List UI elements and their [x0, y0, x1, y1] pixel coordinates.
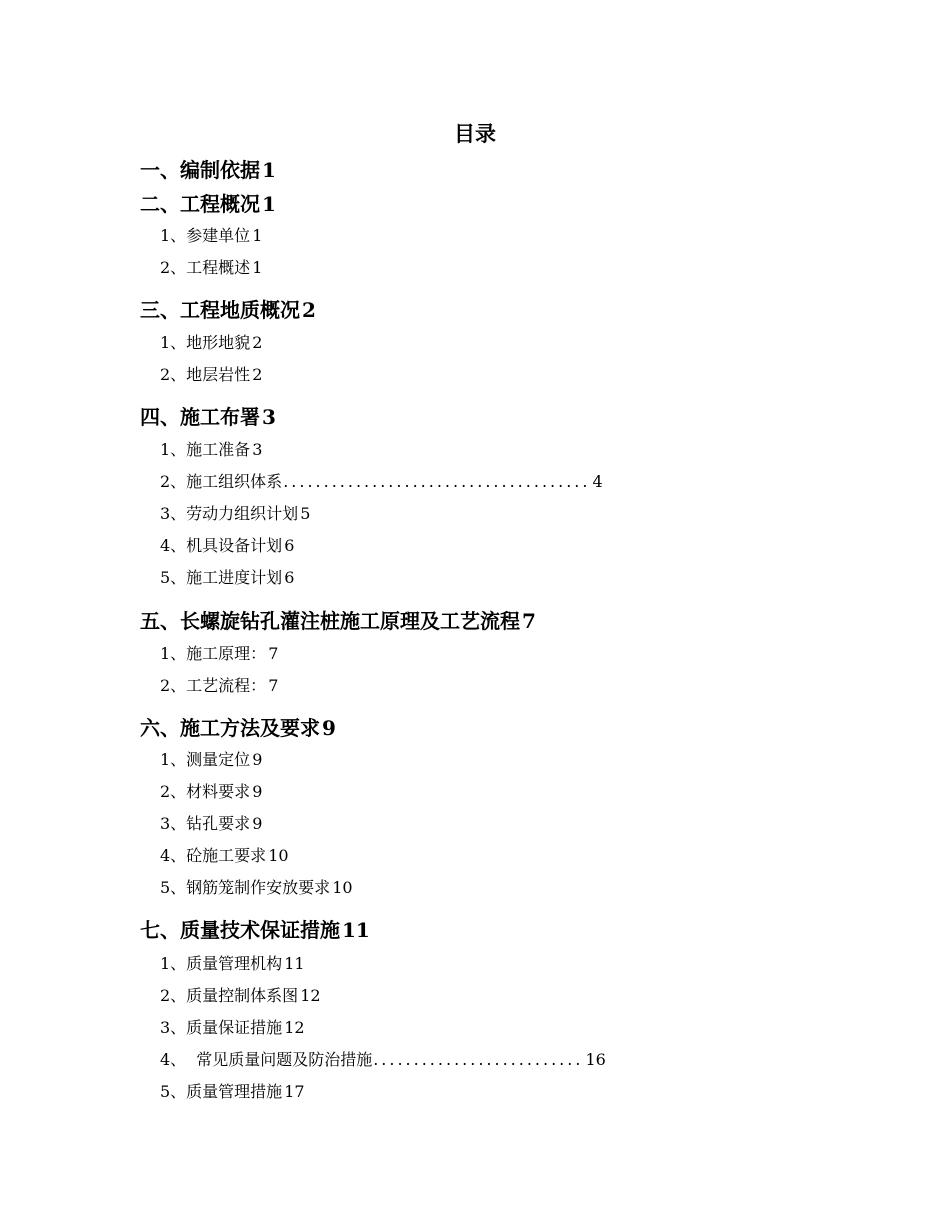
toc-entry-page: 7	[268, 676, 279, 695]
toc-entry-page: 17	[284, 1082, 305, 1101]
toc-entry-text: 5、施工进度计划	[160, 568, 283, 587]
toc-entry[interactable]	[160, 780, 262, 804]
toc-entry-page: 6	[284, 568, 295, 587]
toc-entry-page: 3	[252, 440, 263, 459]
toc-entry-text: 七、质量技术保证措施	[140, 918, 340, 942]
toc-entry-text: 2、地层岩性	[160, 365, 251, 384]
toc-entry[interactable]	[160, 363, 262, 387]
toc-entry-page: 7	[522, 609, 536, 633]
toc-entry-page: 1	[262, 192, 276, 216]
toc-entry-text: 5、质量管理措施	[160, 1082, 283, 1101]
toc-entry-page: 7	[268, 644, 279, 663]
toc-entry-text: 5、钢筋笼制作安放要求	[160, 878, 331, 897]
toc-entry-page: 4	[592, 472, 603, 491]
toc-entry-text: 2、工艺流程：	[160, 676, 267, 695]
toc-entry-text: 四、施工布署	[140, 405, 260, 429]
toc-entry[interactable]	[160, 1080, 305, 1104]
toc-entry[interactable]	[160, 1016, 305, 1040]
toc-entry-text: 2、材料要求	[160, 782, 251, 801]
toc-entry-page: 9	[252, 814, 263, 833]
toc-entry-page: 5	[300, 504, 311, 523]
toc-entry[interactable]	[140, 609, 536, 633]
toc-entry[interactable]	[160, 844, 289, 868]
toc-entry[interactable]	[160, 984, 321, 1008]
toc-entry-text: 2、施工组织体系	[160, 472, 283, 491]
toc-entry[interactable]	[160, 224, 262, 248]
toc-entry-text: 4、机具设备计划	[160, 536, 283, 555]
toc-entry-text-2: 常见质量问题及防治措施	[196, 1050, 373, 1069]
toc-entry[interactable]	[160, 502, 310, 526]
toc-entry-page: 11	[342, 918, 370, 942]
toc-entry[interactable]	[160, 812, 262, 836]
toc-entry-text: 六、施工方法及要求	[140, 716, 320, 740]
toc-entry-page: 10	[332, 878, 353, 897]
toc-entry-text: 3、质量保证措施	[160, 1018, 283, 1037]
toc-entry[interactable]	[140, 192, 276, 216]
toc-entry-page: 1	[252, 226, 263, 245]
toc-entry-text: 3、钻孔要求	[160, 814, 251, 833]
toc-entry-page: 12	[300, 986, 321, 1005]
toc-entry-text: 1、质量管理机构	[160, 954, 283, 973]
toc-entry[interactable]	[160, 642, 278, 666]
toc-entry[interactable]	[160, 952, 305, 976]
toc-entry-text: 1、地形地貌	[160, 333, 251, 352]
toc-entry[interactable]	[140, 158, 276, 182]
toc-entry-page: 9	[252, 750, 263, 769]
toc-entry[interactable]	[160, 876, 353, 900]
toc-entry[interactable]	[140, 918, 370, 942]
toc-entry-page: 9	[252, 782, 263, 801]
toc-entry-text: 4、	[160, 1050, 187, 1069]
toc-entry-text: 2、质量控制体系图	[160, 986, 299, 1005]
toc-entry-page: 1	[252, 258, 263, 277]
toc-entry-text: 1、施工原理：	[160, 644, 267, 663]
toc-entry-page: 6	[284, 536, 295, 555]
toc-entry-text: 1、参建单位	[160, 226, 251, 245]
toc-entry-text: 一、编制依据	[140, 158, 260, 182]
toc-entry-text: 2、工程概述	[160, 258, 251, 277]
toc-entry-page: 16	[585, 1050, 606, 1069]
toc-entry-page: 2	[302, 298, 316, 322]
toc-entry-text: 三、工程地质概况	[140, 298, 300, 322]
toc-entry-page: 3	[262, 405, 276, 429]
toc-entry-leader: ..........................	[373, 1050, 584, 1069]
toc-entry[interactable]	[160, 331, 262, 355]
toc-entry[interactable]	[160, 256, 262, 280]
toc-entry[interactable]	[140, 298, 316, 322]
toc-entry[interactable]	[160, 1048, 606, 1072]
toc-entry-text: 3、劳动力组织计划	[160, 504, 299, 523]
toc-entry-page: 9	[322, 716, 336, 740]
toc-entry-page: 12	[284, 1018, 305, 1037]
toc-entry[interactable]	[160, 566, 294, 590]
toc-entry-text: 1、测量定位	[160, 750, 251, 769]
toc-entry-text: 4、砼施工要求	[160, 846, 267, 865]
toc-entry-page: 10	[268, 846, 289, 865]
toc-entry[interactable]	[140, 405, 276, 429]
toc-entry-page: 1	[262, 158, 276, 182]
toc-entry-page: 11	[284, 954, 305, 973]
toc-entry-page: 2	[252, 365, 263, 384]
toc-entry[interactable]	[160, 470, 603, 494]
toc-entry[interactable]	[160, 674, 278, 698]
toc-title: 目录	[454, 121, 496, 146]
toc-entry-leader: ......................................	[283, 472, 591, 491]
toc-entry[interactable]	[140, 716, 336, 740]
toc-entry-text: 1、施工准备	[160, 440, 251, 459]
toc-entry-page: 2	[252, 333, 263, 352]
toc-entry[interactable]	[160, 438, 262, 462]
toc-entry-text: 二、工程概况	[140, 192, 260, 216]
toc-entry-text: 五、长螺旋钻孔灌注桩施工原理及工艺流程	[140, 609, 520, 633]
toc-entry[interactable]	[160, 534, 294, 558]
toc-entry[interactable]	[160, 748, 262, 772]
